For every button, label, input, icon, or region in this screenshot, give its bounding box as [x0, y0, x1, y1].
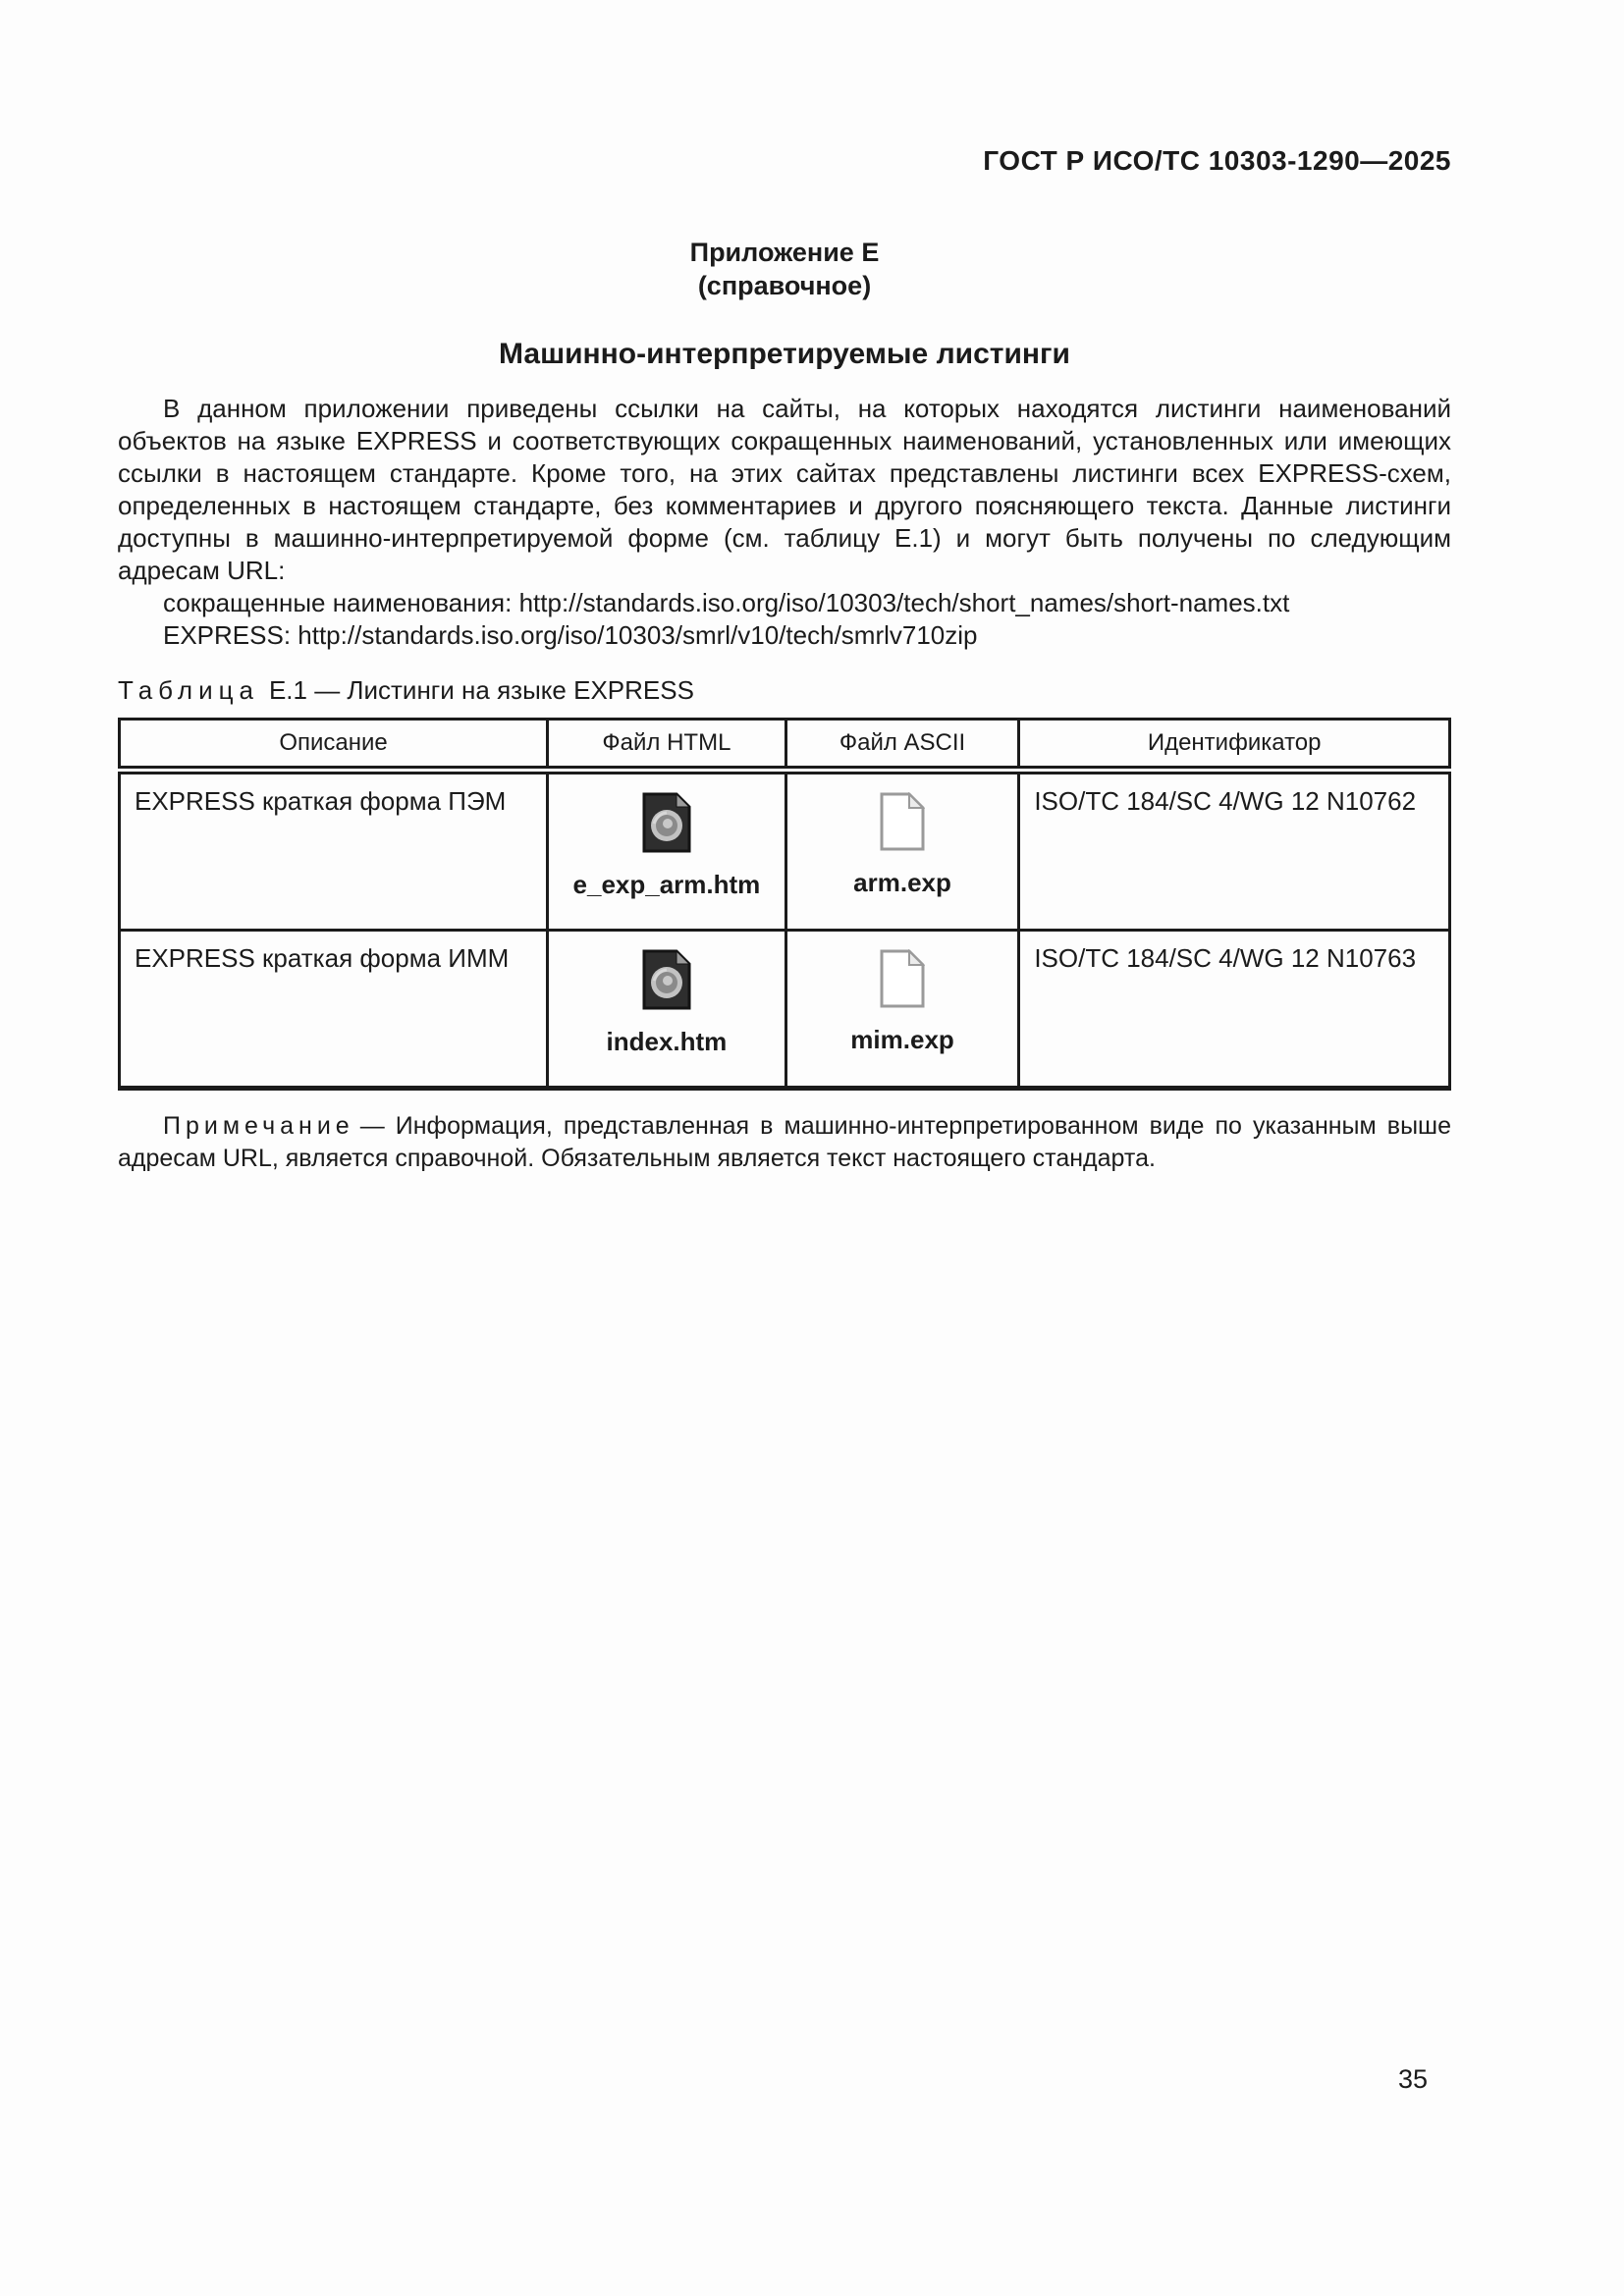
- page-content: [118, 0, 1451, 1175]
- page-number: 35: [1398, 2064, 1429, 2094]
- short-names-url-line: сокращенные наименования: http://standards.iso.org/iso/10303/tech/short_names/short-names.txt: [163, 588, 1290, 617]
- appendix-title: Машинно-интерпретируемые листинги: [499, 338, 1070, 370]
- column-header-identifier: Идентификатор: [1019, 720, 1450, 771]
- html-file-icon: [642, 792, 691, 853]
- ascii-file-cell: [785, 771, 1019, 931]
- description-cell: EXPRESS краткая форма ПЭМ: [120, 771, 548, 931]
- html-filename: e_exp_arm.htm: [572, 870, 761, 899]
- html-file-icon: [642, 949, 691, 1010]
- table-caption-text: Е.1 — Листинги на языке EXPRESS: [268, 675, 694, 705]
- identifier-cell: ISO/TC 184/SC 4/WG 12 N10762: [1019, 771, 1450, 931]
- table-caption-word: Таблица: [118, 675, 259, 705]
- table-row: [120, 931, 1450, 1089]
- note-label: Примечание: [163, 1112, 354, 1140]
- html-file-cell: [548, 771, 786, 931]
- html-filename: index.htm: [606, 1027, 728, 1056]
- express-url-line: EXPRESS: http://standards.iso.org/iso/10303/smrl/v10/tech/smrlv710zip: [163, 620, 978, 650]
- table-caption: [118, 675, 1451, 706]
- table-header-row: [120, 720, 1450, 771]
- column-header-html-file: Файл HTML: [548, 720, 786, 771]
- intro-paragraph: В данном приложении приведены ссылки на сайты, на которых находятся листинги наименований объектов на языке EXPRESS и соответствующих сокращенных наименований, установленных или имеющих ссылки в настоящем стандарте. Кроме того, на этих сайтах представлены листинги всех EXPRESS-схем, определенных в настоящем стандарте, без комментариев и другого поясняющего текста. Данные листинги доступны в машинно-интерпретируемой форме (см. таблицу Е.1) и могут быть получены по следующим адресам URL:: [118, 394, 1451, 585]
- ascii-file-cell: [785, 931, 1019, 1089]
- note-paragraph: [118, 1110, 1451, 1175]
- ascii-filename: mim.exp: [850, 1025, 954, 1054]
- listings-table: [118, 718, 1451, 1091]
- html-file-cell: [548, 931, 786, 1089]
- description-cell: EXPRESS краткая форма ИММ: [120, 931, 548, 1089]
- note-text: — Информация, представленная в машинно-интерпретированном виде по указанным выше адресам URL, является справочной. Обязательным является текст настоящего стандарта.: [118, 1112, 1451, 1172]
- table-row: [120, 771, 1450, 931]
- identifier-cell: ISO/TC 184/SC 4/WG 12 N10763: [1019, 931, 1450, 1089]
- appendix-type: (справочное): [697, 271, 872, 300]
- appendix-label: Приложение Е: [689, 238, 880, 267]
- column-header-description: Описание: [120, 720, 548, 771]
- doc-code-header: ГОСТ Р ИСО/ТС 10303-1290—2025: [983, 145, 1451, 176]
- ascii-file-icon: [880, 949, 925, 1008]
- ascii-filename: arm.exp: [853, 868, 951, 897]
- ascii-file-icon: [880, 792, 925, 851]
- column-header-ascii-file: Файл ASCII: [785, 720, 1019, 771]
